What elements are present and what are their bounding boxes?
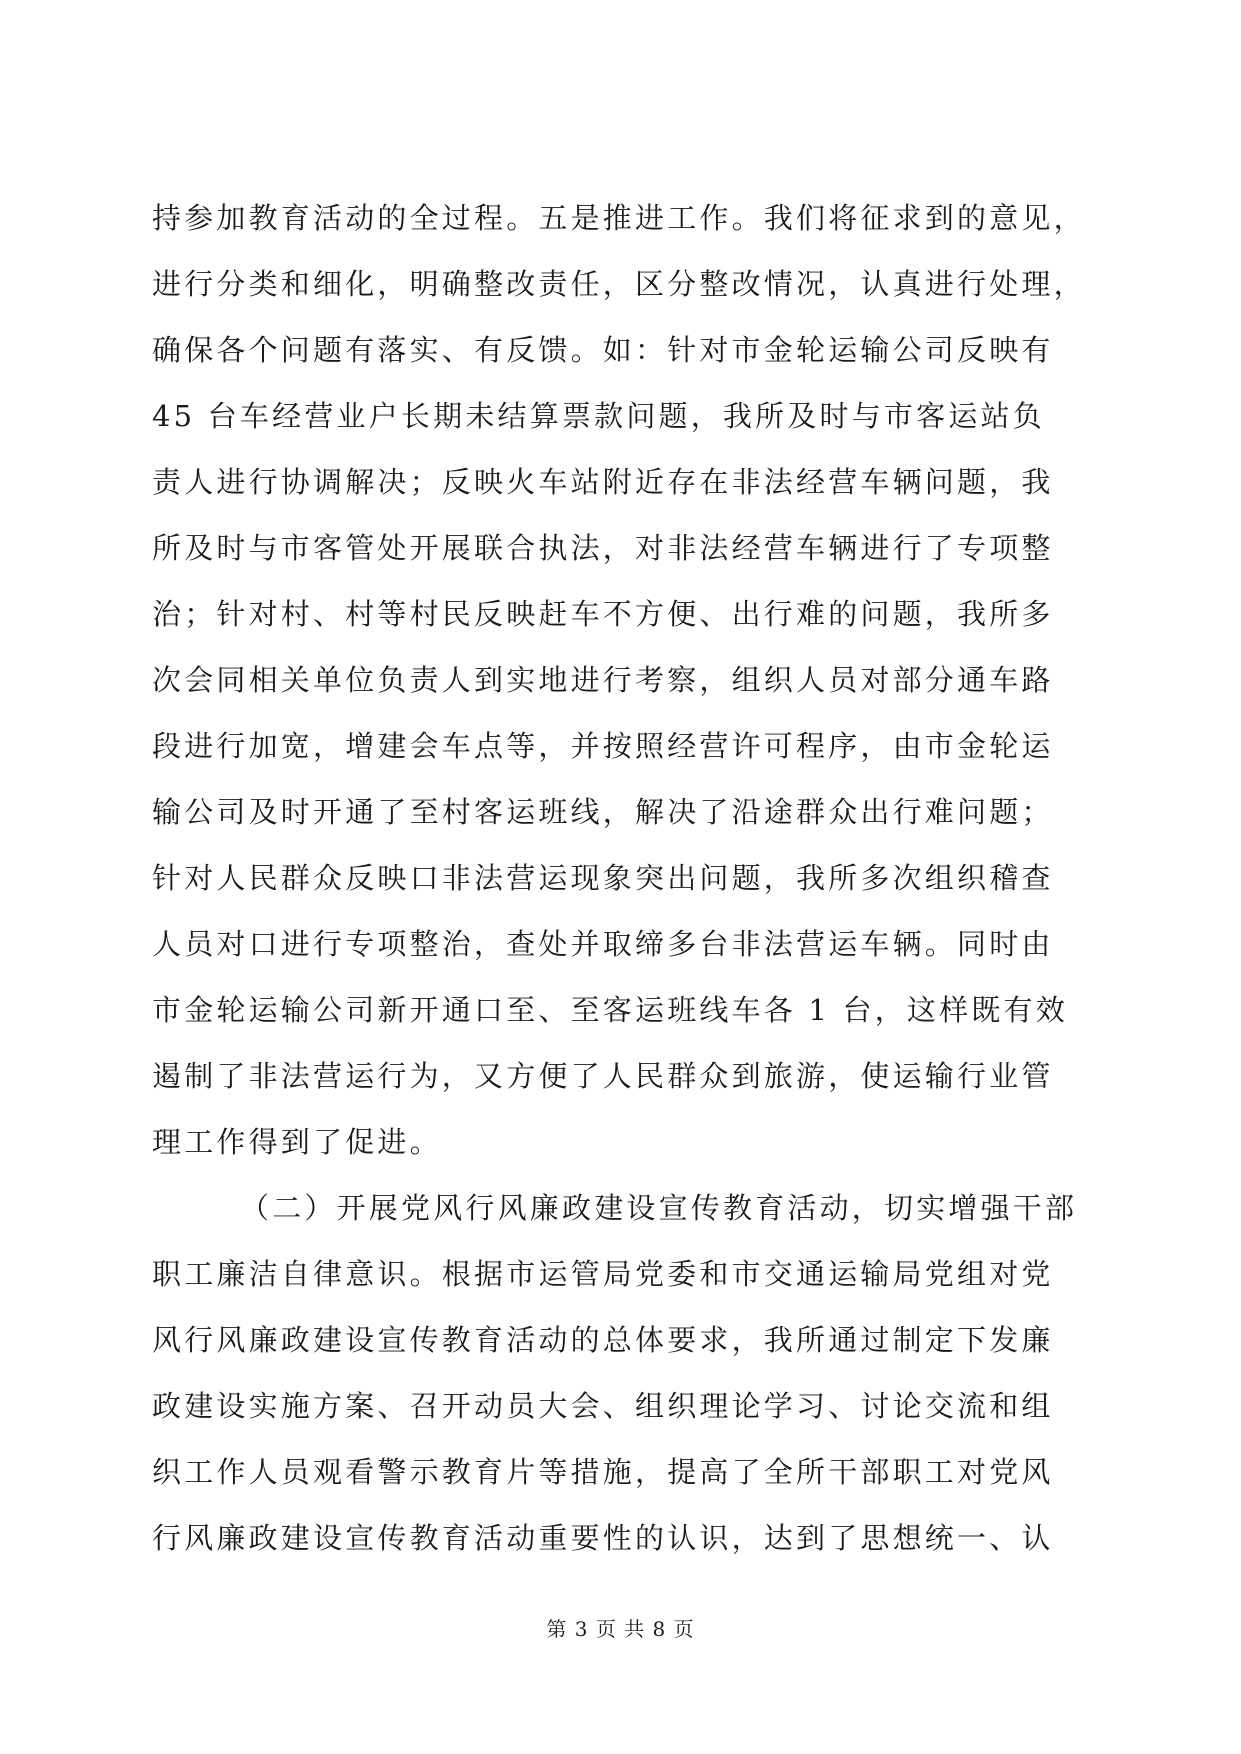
text-line: 遏制了非法营运行为，又方便了人民群众到旅游，使运输行业管	[152, 1059, 1054, 1093]
text-line: 次会同相关单位负责人到实地进行考察，组织人员对部分通车路	[152, 663, 1054, 697]
text-line: 针对人民群众反映口非法营运现象突出问题，我所多次组织稽查	[152, 861, 1054, 895]
text-line: 所及时与市客管处开展联合执法，对非法经营车辆进行了专项整	[152, 531, 1054, 565]
text-line: 人员对口进行专项整治，查处并取缔多台非法营运车辆。同时由	[152, 927, 1054, 961]
body-text	[152, 198, 1092, 1584]
text-line: 进行分类和细化，明确整改责任，区分整改情况，认真进行处理，	[152, 267, 1086, 301]
text-line: 市金轮运输公司新开通口至、至客运班线车各 1 台，这样既有效	[152, 993, 1068, 1027]
text-line: 输公司及时开通了至村客运班线，解决了沿途群众出行难问题；	[152, 795, 1054, 829]
text-line: 织工作人员观看警示教育片等措施，提高了全所干部职工对党风	[152, 1455, 1054, 1489]
text-line: 持参加教育活动的全过程。五是推进工作。我们将征求到的意见，	[152, 201, 1086, 235]
text-line: 45 台车经营业户长期未结算票款问题，我所及时与市客运站负	[152, 399, 1045, 433]
section-heading-line: （二）开展党风行风廉政建设宣传教育活动，切实增强干部	[240, 1191, 1078, 1225]
text-line: 确保各个问题有落实、有反馈。如：针对市金轮运输公司反映有	[152, 333, 1054, 367]
text-line: 责人进行协调解决；反映火车站附近存在非法经营车辆问题，我	[152, 465, 1054, 499]
text-line: 行风廉政建设宣传教育活动重要性的认识，达到了思想统一、认	[152, 1521, 1054, 1555]
text-line: 风行风廉政建设宣传教育活动的总体要求，我所通过制定下发廉	[152, 1323, 1054, 1357]
text-line: 政建设实施方案、召开动员大会、组织理论学习、讨论交流和组	[152, 1389, 1054, 1423]
page-footer: 第 3 页 共 8 页	[546, 1617, 695, 1641]
text-line: 治；针对村、村等村民反映赶车不方便、出行难的问题，我所多	[152, 597, 1054, 631]
text-line: 职工廉洁自律意识。根据市运管局党委和市交通运输局党组对党	[152, 1257, 1054, 1291]
text-line: 理工作得到了促进。	[152, 1125, 442, 1159]
text-line: 段进行加宽，增建会车点等，并按照经营许可程序，由市金轮运	[152, 729, 1054, 763]
